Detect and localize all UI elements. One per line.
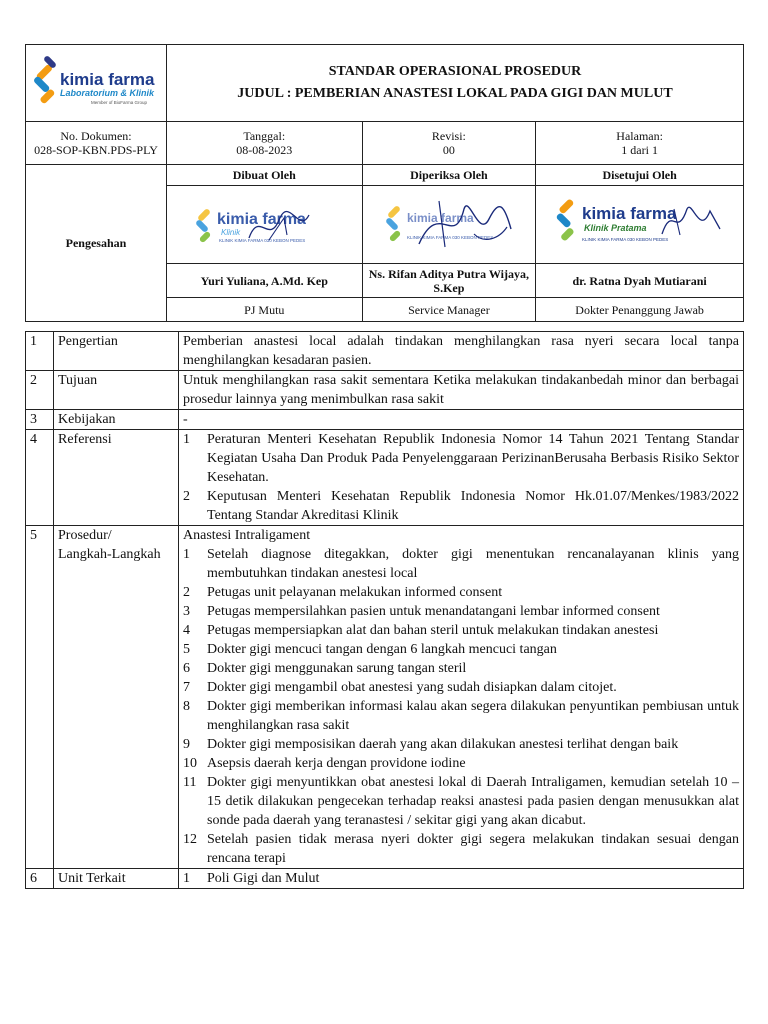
list-item: 11 Dokter gigi menyuntikkan obat anestesi lokal di Daerah Intraligamen, kemudian setelah 10 – 15 detik dilakukan pengecekan terhadap reaksi anastesi pada pasien dengan menusukkan alat sonde pada daerah yang teranastesi / sekitar gigi yang akan dicabut.	[183, 775, 739, 828]
list-item: 8 Dokter gigi memberikan informasi kalau akan segera dilakukan penyuntikan pembiusan untuk menghilangkan rasa sakit	[183, 699, 739, 733]
doc-judul: JUDUL : PEMBERIAN ANASTESI LOKAL PADA GIGI DAN MULUT	[237, 86, 673, 101]
section-tujuan: 2 Tujuan Untuk menghilangkan rasa sakit sementara Ketika melakukan tindakanbedah minor dan berbagai prosedur lainnya yang menimbulkan rasa sakit	[26, 371, 744, 410]
svg-text:Member of BioFarma Group: Member of BioFarma Group	[90, 100, 147, 105]
list-item: 4 Petugas mempersiapkan alat dan bahan steril untuk melakukan tindakan anestesi	[183, 623, 659, 638]
tanggal-cell: Tanggal: 08-08-2023	[166, 122, 362, 165]
header-table	[25, 44, 744, 322]
role-dibuat: PJ Mutu	[166, 298, 362, 322]
doc-title: STANDAR OPERASIONAL PROSEDUR	[328, 64, 582, 79]
list-item: 3 Petugas mempersilahkan pasien untuk menandatangani lembar informed consent	[183, 604, 660, 619]
list-item: 10 Asepsis daerah kerja dengan providone iodine	[183, 756, 466, 771]
svg-text:Klinik Pratama: Klinik Pratama	[584, 223, 647, 233]
svg-text:kimia farma: kimia farma	[217, 211, 307, 228]
stamp-signature-1	[189, 190, 339, 256]
list-item: 1 Peraturan Menteri Kesehatan Republik Indonesia Nomor 14 Tahun 2021 Tentang Standar Kegiatan Usaha Dan Produk Pada Penyelenggaraan PerizinanBerusaha Berbasis Risiko Sektor Kesehatan.	[183, 432, 739, 485]
list-item: 6 Dokter gigi menggunakan sarung tangan steril	[183, 661, 467, 676]
list-item: 2 Petugas unit pelayanan melakukan informed consent	[183, 585, 503, 600]
svg-text:KLINIK KIMIA FARMA 030 KEBON P: KLINIK KIMIA FARMA 030 KEBON PEDES	[582, 237, 669, 242]
svg-text:Laboratorium & Klinik: Laboratorium & Klinik	[59, 88, 154, 98]
name-disetujui: dr. Ratna Dyah Mutiarani	[536, 264, 744, 298]
svg-text:kimia farma: kimia farma	[406, 211, 474, 225]
disetujui-oleh: Disetujui Oleh	[536, 165, 744, 186]
role-disetujui: Dokter Penanggung Jawab	[536, 298, 744, 322]
dibuat-oleh: Dibuat Oleh	[166, 165, 362, 186]
section-referensi: 4 Referensi 1 Peraturan Menteri Kesehatan Republik Indonesia Nomor 14 Tahun 2021 Tentang Standar Kegiatan Usaha Dan Produk Pada Penyelenggaraan PerizinanBerusaha Berbasis Risiko Sektor Kesehatan. 2 Keputusan Menteri Kesehatan Republik Indonesia Nomor Hk.01.07/Menkes/1983/2022 Tentang Standar Akreditasi Klinik	[26, 430, 744, 526]
svg-text:kimia farma: kimia farma	[582, 204, 677, 223]
no-dokumen-cell: No. Dokumen: 028-SOP-KBN.PDS-PLY	[26, 122, 167, 165]
section-kebijakan: 3 Kebijakan -	[26, 410, 744, 430]
section-unit-terkait: 6 Unit Terkait 1 Poli Gigi dan Mulut	[26, 869, 744, 889]
list-item: 12 Setelah pasien tidak merasa nyeri dokter gigi segera melakukan tindakan sesuai dengan rencana terapi	[183, 832, 739, 866]
svg-text:kimia farma: kimia farma	[59, 70, 155, 89]
list-item: 2 Keputusan Menteri Kesehatan Republik Indonesia Nomor Hk.01.07/Menkes/1983/2022 Tentang Standar Akreditasi Klinik	[183, 489, 739, 523]
list-item: 5 Dokter gigi mencuci tangan dengan 6 langkah mencuci tangan	[183, 642, 557, 657]
section-prosedur: 5 Prosedur/ Langkah-Langkah Anastesi Intraligament 1 Setelah diagnose ditegakkan, dokter gigi menentukan rencanalayanan klinis yang membutuhkan tindakan anestesi local 2 Petugas unit pelayanan melakukan informed consent 3 Petugas mempersilahkan pasien untuk menandatangani lembar informed consent 4 Petugas mempersiapkan alat dan bahan steril untuk melakukan tindakan anestesi 5 Dokter gigi mencuci tangan dengan 6 langkah mencuci tangan 6 Dokter gigi menggunakan sarung tangan steril 7 Dokter gigi mengambil obat anestesi yang sudah disiapkan dalam citojet. 8 Dokter gigi memberikan informasi kalau akan segera dilakukan penyuntikan pembiusan untuk menghilangkan rasa sakit 9 Dokter gigi memposisikan daerah yang akan dilakukan anestesi terlihat dengan baik 10 Asepsis daerah kerja dengan providone iodine 11 Dokter gigi menyuntikkan obat anestesi lokal di Daerah Intraligamen, kemudian setelah 10 – 15 detik dilakukan pengecekan terhadap reaksi anastesi pada pasien dengan menusukkan alat sonde pada daerah yang teranastesi / sekitar gigi yang akan dicabut. 12 Setelah pasien tidak merasa nyeri dokter gigi segera melakukan tindakan sesuai dengan rencana terapi	[26, 526, 744, 869]
stamp-signature-2	[379, 189, 519, 257]
revisi-cell: Revisi: 00	[362, 122, 536, 165]
svg-text:KLINIK KIMIA FARMA 030 KEBON P: KLINIK KIMIA FARMA 030 KEBON PEDES	[406, 235, 494, 240]
name-diperiksa: Ns. Rifan Aditya Putra Wijaya, S.Kep	[362, 264, 536, 298]
section-pengertian: 1 Pengertian Pemberian anastesi local adalah tindakan menghilangkan rasa nyeri secara local tanpa menghilangkan kesadaran pasien.	[26, 332, 744, 371]
svg-text:KLINIK KIMIA FARMA 030 KEBON P: KLINIK KIMIA FARMA 030 KEBON PEDES	[219, 238, 306, 243]
list-item: 7 Dokter gigi mengambil obat anestesi yang sudah disiapkan dalam citojet.	[183, 680, 617, 695]
list-item: 1 Poli Gigi dan Mulut	[183, 871, 320, 886]
kimia-farma-logo	[29, 55, 163, 111]
stamp-signature-3	[552, 189, 727, 257]
pengesahan-label: Pengesahan	[26, 165, 167, 322]
halaman-cell: Halaman: 1 dari 1	[536, 122, 744, 165]
diperiksa-oleh: Diperiksa Oleh	[362, 165, 536, 186]
title-cell	[166, 45, 743, 122]
stamp-diperiksa	[362, 186, 536, 264]
logo-cell	[26, 45, 167, 122]
list-item: 9 Dokter gigi memposisikan daerah yang akan dilakukan anestesi terlihat dengan baik	[183, 737, 679, 752]
content-table	[25, 331, 744, 889]
list-item: 1 Setelah diagnose ditegakkan, dokter gigi menentukan rencanalayanan klinis yang membutuhkan tindakan anestesi local	[183, 547, 739, 581]
subtitle: Anastesi Intraligament	[183, 528, 311, 543]
name-dibuat: Yuri Yuliana, A.Md. Kep	[166, 264, 362, 298]
stamp-disetujui	[536, 186, 744, 264]
stamp-dibuat	[166, 186, 362, 264]
svg-text:Klinik: Klinik	[221, 228, 241, 237]
role-diperiksa: Service Manager	[362, 298, 536, 322]
